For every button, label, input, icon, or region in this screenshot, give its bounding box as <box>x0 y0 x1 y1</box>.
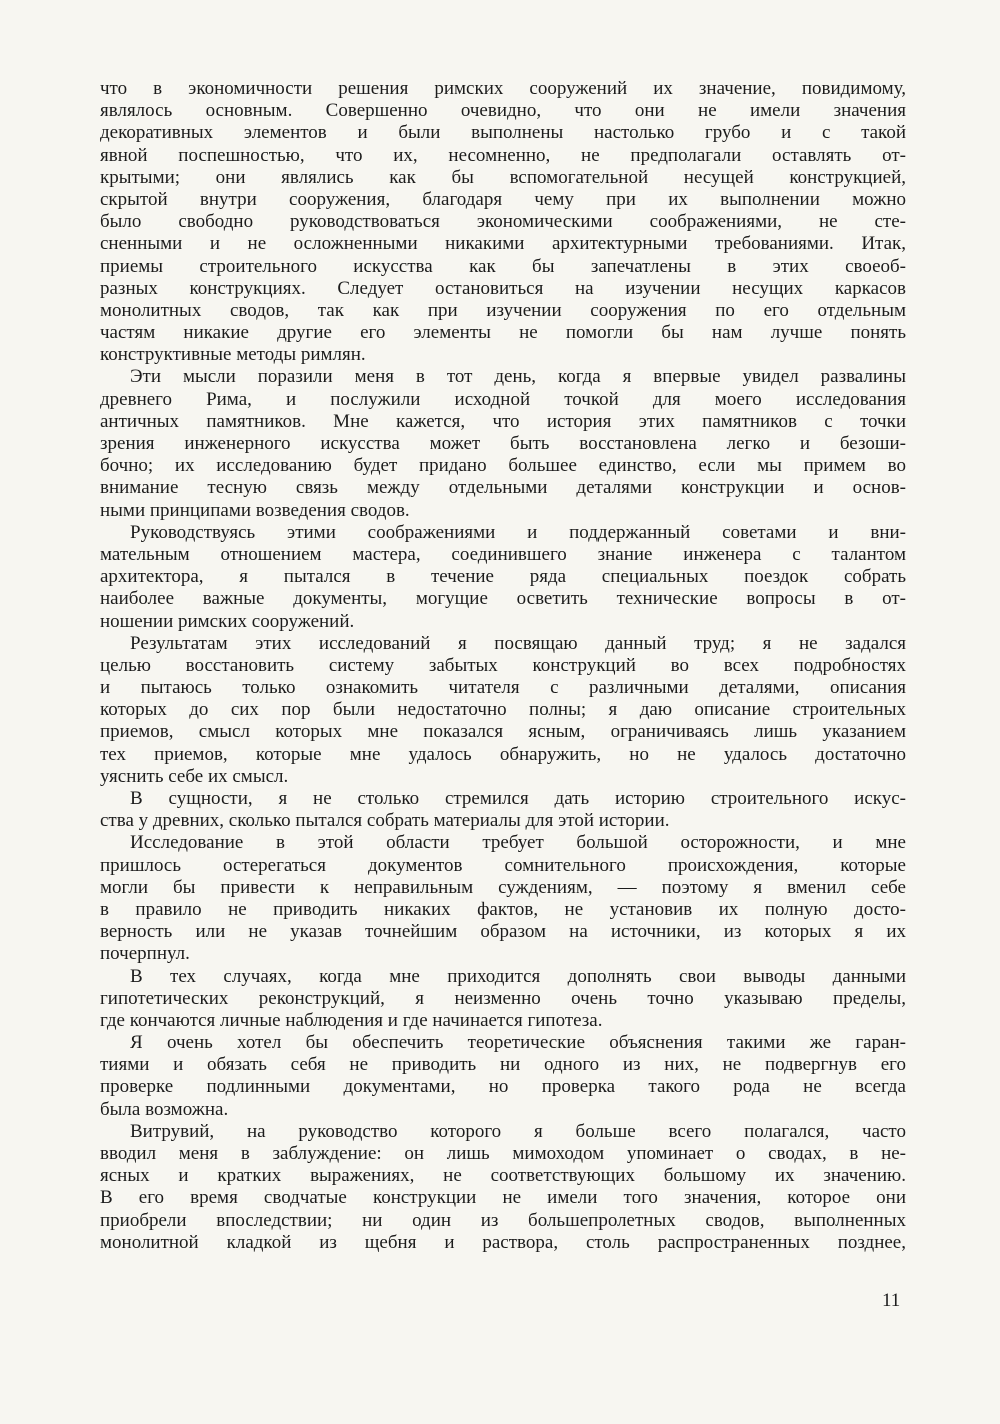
text-line: тех приемов, которые мне удалось обнаружить, но не удалось достаточно <box>100 743 906 765</box>
text-line: тиями и обязать себя не приводить ни одного из них, не подвергнув его <box>100 1054 906 1076</box>
text-line: мательным отношением мастера, соединившего знание инженера с талантом <box>100 543 906 565</box>
text-line: и пытаюсь только ознакомить читателя с различными деталями, описания <box>100 677 906 699</box>
text-line: почерпнул. <box>100 943 190 965</box>
text-line: Результатам этих исследований я посвящаю данный труд; я не задался <box>130 632 906 654</box>
text-line: конструктивные методы римлян. <box>100 344 366 366</box>
text-line: Исследование в этой области требует большой осторожности, и мне <box>130 832 906 854</box>
text-line: могли бы привести к неправильным суждениям, — поэтому я вменил себе <box>100 876 906 898</box>
text-line: ношении римских сооружений. <box>100 610 355 632</box>
text-line: монолитных сводов, так как при изучении сооружения по его отдельным <box>100 299 906 321</box>
text-line: ясных и кратких выражениях, не соответствующих большому их значению. <box>100 1165 906 1187</box>
text-line: В сущности, я не столько стремился дать историю строительного искус- <box>130 788 906 809</box>
paragraph <box>100 522 906 633</box>
text-line: частям никакие другие его элементы не помогли бы нам лучше понять <box>100 322 906 344</box>
text-line: античных памятников. Мне кажется, что история этих памятников с точки <box>100 410 906 432</box>
text-line: уяснить себе их смысл. <box>100 765 289 787</box>
text-line: внимание тесную связь между отдельными деталями конструкции и основ- <box>100 477 906 499</box>
body-text <box>100 78 906 1254</box>
text-line: приемы строительного искусства как бы запечатлены в этих своеоб- <box>100 255 906 277</box>
text-line: была возможна. <box>100 1098 229 1120</box>
text-line: что в экономичности решения римских сооружений их значение, повидимому, <box>100 78 906 99</box>
text-line: древнего Рима, и послужили исходной точкой для моего исследования <box>100 388 906 410</box>
text-line: Я очень хотел бы обеспечить теоретические объяснения такими же гаран- <box>130 1032 906 1054</box>
text-line: бочно; их исследованию будет придано большее единство, если мы примем во <box>100 455 906 477</box>
text-line: вводил меня в заблуждение: он лишь мимоходом упоминает о сводах, в не- <box>100 1143 906 1164</box>
text-line: пришлось остерегаться документов сомнительного происхождения, которые <box>100 854 906 876</box>
text-line: в правило не приводить никаких фактов, не установив их полную досто- <box>100 898 906 920</box>
text-line: В его время сводчатые конструкции не имели того значения, которое они <box>100 1187 906 1209</box>
text-line: архитектора, я пытался в течение ряда специальных поездок собрать <box>100 566 906 588</box>
text-line: приобрели впоследствии; ни один из большепролетных сводов, выполненных <box>100 1209 906 1231</box>
text-line: гипотетических реконструкций, я неизменно очень точно указываю пределы, <box>100 987 906 1009</box>
paragraph <box>100 832 906 965</box>
text-line: сненными и не осложненными никакими архитектурными требованиями. Итак, <box>100 233 906 255</box>
text-line: приемов, смысл которых мне показался ясным, ограничиваясь лишь указанием <box>100 721 906 743</box>
text-line: наиболее важные документы, могущие осветить технические вопросы в от- <box>100 588 906 610</box>
text-line: которых до сих пор были недостаточно полны; я даю описание строительных <box>100 699 906 721</box>
text-line: ства у древних, сколько пытался собрать материалы для этой истории. <box>100 810 670 832</box>
text-line: Эти мысли поразили меня в тот день, когда я впервые увидел развалины <box>130 366 906 388</box>
text-line: проверке подлинными документами, но проверка такого рода не всегда <box>100 1076 906 1098</box>
text-line: Руководствуясь этими соображениями и поддержанный советами и вни- <box>130 521 906 543</box>
text-line: ными принципами возведения сводов. <box>100 499 410 521</box>
paragraph <box>100 1032 906 1121</box>
paragraph <box>100 366 906 521</box>
text-line: разных конструкциях. Следует остановиться на изучении несущих каркасов <box>100 277 906 299</box>
text-line: скрытой внутри сооружения, благодаря чему при их выполнении можно <box>100 188 906 210</box>
text-line: являлось основным. Совершенно очевидно, что они не имели значения <box>100 100 906 122</box>
paragraph <box>100 78 906 366</box>
text-line: декоративных элементов и были выполнены настолько грубо и с такой <box>100 122 906 144</box>
paragraph <box>100 966 906 1033</box>
text-line: Витрувий, на руководство которого я больше всего полагался, часто <box>130 1120 906 1142</box>
page-number: 11 <box>882 1290 901 1311</box>
paragraph <box>100 788 906 832</box>
text-line: верность или не указав точнейшим образом на источники, из которых я их <box>100 921 906 943</box>
paragraph <box>100 633 906 788</box>
text-line: зрения инженерного искусства может быть восстановлена легко и безоши- <box>100 433 906 454</box>
text-line: где кончаются личные наблюдения и где начинается гипотеза. <box>100 1009 603 1031</box>
text-line: явной поспешностью, что их, несомненно, не предполагали оставлять от- <box>100 144 906 166</box>
text-line: целью восстановить систему забытых конструкций во всех подробностях <box>100 654 906 676</box>
text-line: монолитной кладкой из щебня и раствора, столь распространенных позднее, <box>100 1231 906 1253</box>
paragraph <box>100 1121 906 1254</box>
text-line: было свободно руководствоваться экономическими соображениями, не сте- <box>100 211 906 233</box>
text-line: крытыми; они являлись как бы вспомогательной несущей конструкцией, <box>100 166 906 188</box>
text-line: В тех случаях, когда мне приходится дополнять свои выводы данными <box>130 965 906 987</box>
